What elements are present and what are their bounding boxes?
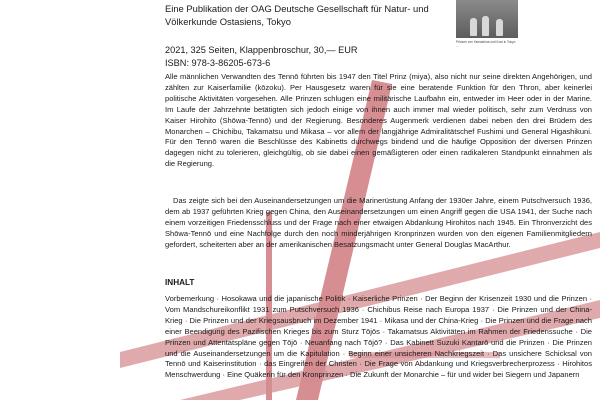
thumbnail-caption: Prinzen von Yamashina und Kuni in Tokyo ... bbox=[456, 40, 516, 48]
contents-list: Vorbemerkung · Hosokawa und die japanische Politik · Kaiserliche Prinzen · Der Beginn der Krisenzeit 1930 und die Prinzen · Vom Mandschureikonflikt 1931 zum Putschversuch 1936 · Chichibus Reise nach Europa 1937 · Die Prinzen und der China-Krieg · Die Prinzen und der Kriegsausbruch im Dezember 1941 · Mikasa und der China-Krieg · Die Prinzen und die Frage nach einer Beendigung des Pazifischen Krieges bis zum Sturz Tōjōs · Takamatsus Aktivitäten im Rahmen der Friedenssuche · Die Prinzen und Attentatspläne gegen Tōjō · Neuanfang nach Tōjō? · Das Kabinett Suzuki Kantarō und die Prinzen · Die Prinzen und die Auseinandersetzungen um die Kapitulation · Beginn einer unsicheren Nachkriegszeit · Das unsichere Schicksal von Tennō und Kaiserinstitution · das Eingreifen der Christen · Die Frage von Abdankung und Kriegsverbrecherprozess · Hirohitos Menschwerdung · Eine Quäkerin für den Kronprinzen · Die Zukunft der Monarchie – für und wider bei Siegern und Japanern bbox=[165, 294, 592, 380]
publisher-line-2: Völkerkunde Ostasiens, Tokyo bbox=[165, 16, 291, 27]
isbn: ISBN: 978-3-86205-673-6 bbox=[165, 58, 271, 68]
publisher-line-1: Eine Publikation der OAG Deutsche Gesellschaft für Natur- und bbox=[165, 3, 429, 14]
publication-info bbox=[165, 44, 358, 70]
publication-details: 2021, 325 Seiten, Klappenbroschur, 30,— EUR bbox=[165, 45, 358, 55]
body-paragraph-2: Das zeigte sich bei den Auseinandersetzungen um die Marinerüstung Anfang der 1930er Jahre, einem Putschversuch 1936, dem ab 1937 geführten Krieg gegen China, den Auseinandersetzungen um einen Angriff gegen die USA 1941, der Suche nach einem vorzeitigen Friedensschluss und der Frage nach einer etwaigen Abdankung Hirohitos nach 1945. Ein Thronverzicht des Shōwa-Tennō und eine Nachfolge durch den noch minderjährigen Kronprinzen wurden von den eigenen Familienmitgliedern gefordert, scheiterten aber an der amerikanischen Besatzungsmacht unter General Douglas MacArthur. bbox=[165, 196, 592, 249]
cover-photo bbox=[456, 0, 518, 38]
cover-thumbnail bbox=[456, 0, 518, 56]
publisher-note bbox=[165, 2, 455, 28]
body-paragraph-1: Alle männlichen Verwandten des Tennō führten bis 1947 den Titel Prinz (miya), also nicht nur seine direkten Angehörigen, und zählten zur Kaiserfamilie (kōzoku). Per Hausgesetz waren für sie eine beratende Funktion für den Thron, aber keinerlei politische Aktivitäten vorgesehen. Alle Prinzen schlugen eine militärische Laufbahn ein, entweder im Heer oder in der Marine. Im Laufe der Jahrzehnte betätigten sich jedoch einige von ihnen auch immer mal wieder politisch, sehr zum Verdruss von Kaiser Hirohito (Shōwa-Tennō) und der Regierung. Besonderes Augenmerk verdienen dabei neben den drei Brüdern des Monarchen – Chichibu, Takamatsu und Mikasa – vor allem der langjährige Admiralitätschef Fushimi und General Higashikuni. Für den Tennō waren die Beschlüsse des Kabinetts durchwegs bindend und die häufige Opposition der diversen Prinzen dagegen nicht zu tolerieren, gleichgültig, ob sie dabei einen gemäßigteren oder einen radikaleren Standpunkt einnahmen als die Regierung. bbox=[165, 72, 592, 169]
contents-heading: INHALT bbox=[165, 278, 195, 287]
